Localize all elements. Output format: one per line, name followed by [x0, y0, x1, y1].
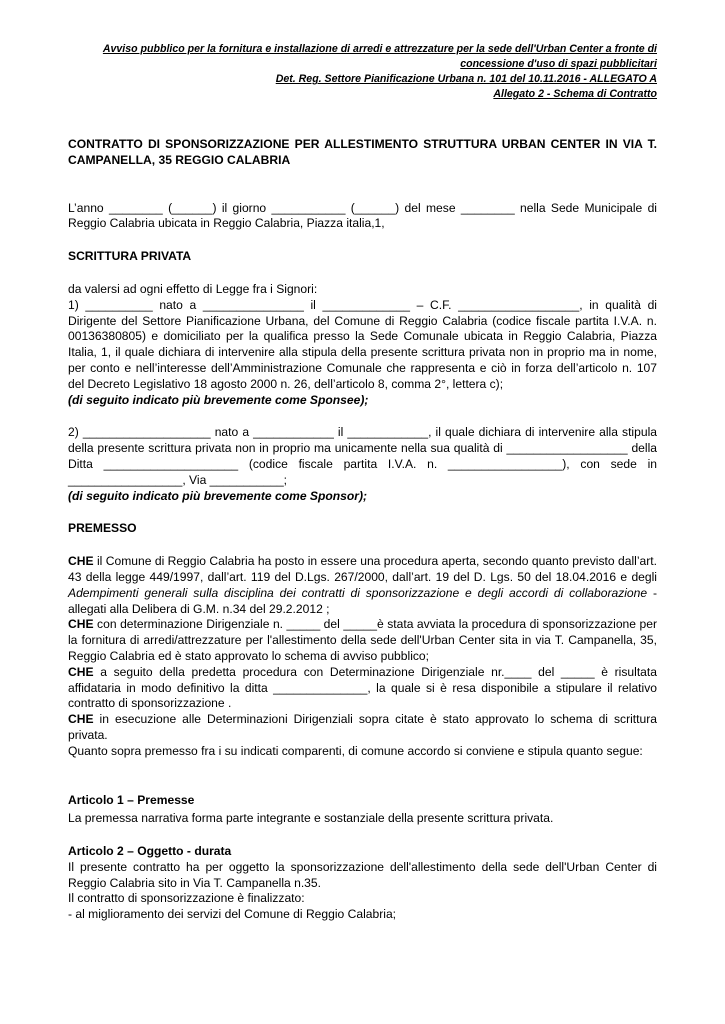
intro-paragraph: L’anno ________ (______) il giorno ___________ (______) del mese ________ nella Sede Municipale di Reggio Calabria ubicata in Reggio Calabria, Piazza italia,1,: [68, 200, 657, 231]
header-line: Avviso pubblico per la fornitura e installazione di arredi e attrezzature per la sede dell'Urban Center a fronte di: [102, 43, 657, 55]
document-body: [68, 137, 657, 923]
che-label: CHE: [68, 554, 94, 569]
che-text: il Comune di Reggio Calabria ha posto in essere una procedura aperta, secondo quanto previsto dall’art. 43 della legge 449/1997, dall’art. 119 del D.Lgs. 267/2000, dall’art. 19 del D. Lgs. 50 del 18.04.2016 e degli: [68, 554, 657, 584]
che-label: CHE: [68, 664, 94, 679]
party1-paragraph: 1) __________ nato a _______________ il _____________ – C.F. __________________, in qualità di Dirigente del Settore Pianificazione Urbana, del Comune di Reggio Calabria (codice fiscale partita I.V.A. n. 00136380805) e domiciliato per la qualifica presso la Sede Comunale ubicata in Reggio Calabria, Piazza Italia, 1, il quale dichiara di intervenire alla stipula della presente scrittura privata non in proprio ma in nome, per conto e nell’interesse dell’Amministrazione Comunale che rappresenta e ciò in forza dell’articolo n. 107 del Decreto Legislativo 18 agosto 2000 n. 26, dell’articolo 8, comma 2°, lettera c);: [68, 297, 657, 391]
che-paragraph-3: [68, 665, 657, 712]
che-paragraph-4: [68, 712, 657, 744]
che-text: in esecuzione alle Determinazioni Dirigenziali sopra citate è stato approvato lo schema di scrittura privata.: [68, 712, 657, 742]
header-line: concessione d'uso di spazi pubblicitari: [460, 58, 657, 70]
party2-note: (di seguito indicato più brevemente come Sponsor);: [68, 488, 368, 503]
article-2-text: Il contratto di sponsorizzazione è finalizzato:: [68, 891, 305, 906]
header-line: Allegato 2 - Schema di Contratto: [493, 88, 657, 100]
article-1-heading: Articolo 1 – Premesse: [68, 792, 195, 807]
che-paragraph-1: [68, 554, 657, 617]
party1-note: (di seguito indicato più brevemente come Sponsee);: [68, 392, 369, 407]
article-2-heading: Articolo 2 – Oggetto - durata: [68, 844, 232, 859]
section-heading-scrittura: SCRITTURA PRIVATA: [68, 249, 192, 264]
che-label: CHE: [68, 712, 94, 727]
valersi-paragraph: da valersi ad ogni effetto di Legge fra i Signori:: [68, 281, 318, 296]
document-title: CONTRATTO DI SPONSORIZZAZIONE PER ALLESTIMENTO STRUTTURA URBAN CENTER IN VIA T. CAMPANELLA, 35 REGGIO CALABRIA: [68, 137, 657, 167]
che-text: - allegati alla Delibera di G.M. n.34 del 29.2.2012 ;: [68, 585, 658, 616]
header-line: Det. Reg. Settore Pianificazione Urbana n. 101 del 10.11.2016 - ALLEGATO A: [275, 73, 657, 85]
che-text: con determinazione Dirigenziale n. _____ del _____è stata avviata la procedura di sponsorizzazione per la fornitura di arredi/attrezzature per l'allestimento della sede dell'Urban Center sita in via T. Campanella, 35, Reggio Calabria ed è stato approvato lo schema di avviso pubblico;: [68, 617, 657, 663]
section-heading-premesso: PREMESSO: [68, 521, 137, 536]
quanto-paragraph: Quanto sopra premesso fra i su indicati comparenti, di comune accordo si conviene e stipula quanto segue:: [68, 743, 643, 758]
party2-paragraph: 2) ___________________ nato a ____________ il ____________, il quale dichiara di intervenire alla stipula della presente scrittura privata non in proprio ma unicamente nella sua qualità di __________________ della Ditta ____________________ (codice fiscale partita I.V.A. n. _________________), con sede in _________________, Via ___________;: [68, 425, 657, 487]
che-label: CHE: [68, 617, 94, 632]
che-italic-text: Adempimenti generali sulla disciplina dei contratti di sponsorizzazione e degli accordi di collaborazione: [68, 585, 648, 600]
article-1-text: La premessa narrativa forma parte integrante e sostanziale della presente scrittura privata.: [68, 811, 554, 826]
article-2-text: Il presente contratto ha per oggetto la sponsorizzazione dell'allestimento della sede dell'Urban Center di Reggio Calabria sito in Via T. Campanella n.35.: [68, 859, 657, 890]
che-text: a seguito della predetta procedura con Determinazione Dirigenziale nr.____ del _____ è risultata affidataria in modo definitivo la ditta ______________, la quale si è resa disponibile a stipulare il relativo contratto di sponsorizzazione .: [68, 664, 657, 711]
che-paragraph-2: [68, 617, 657, 664]
article-2-text: - al miglioramento dei servizi del Comune di Reggio Calabria;: [68, 907, 397, 922]
document-header: [60, 42, 657, 102]
